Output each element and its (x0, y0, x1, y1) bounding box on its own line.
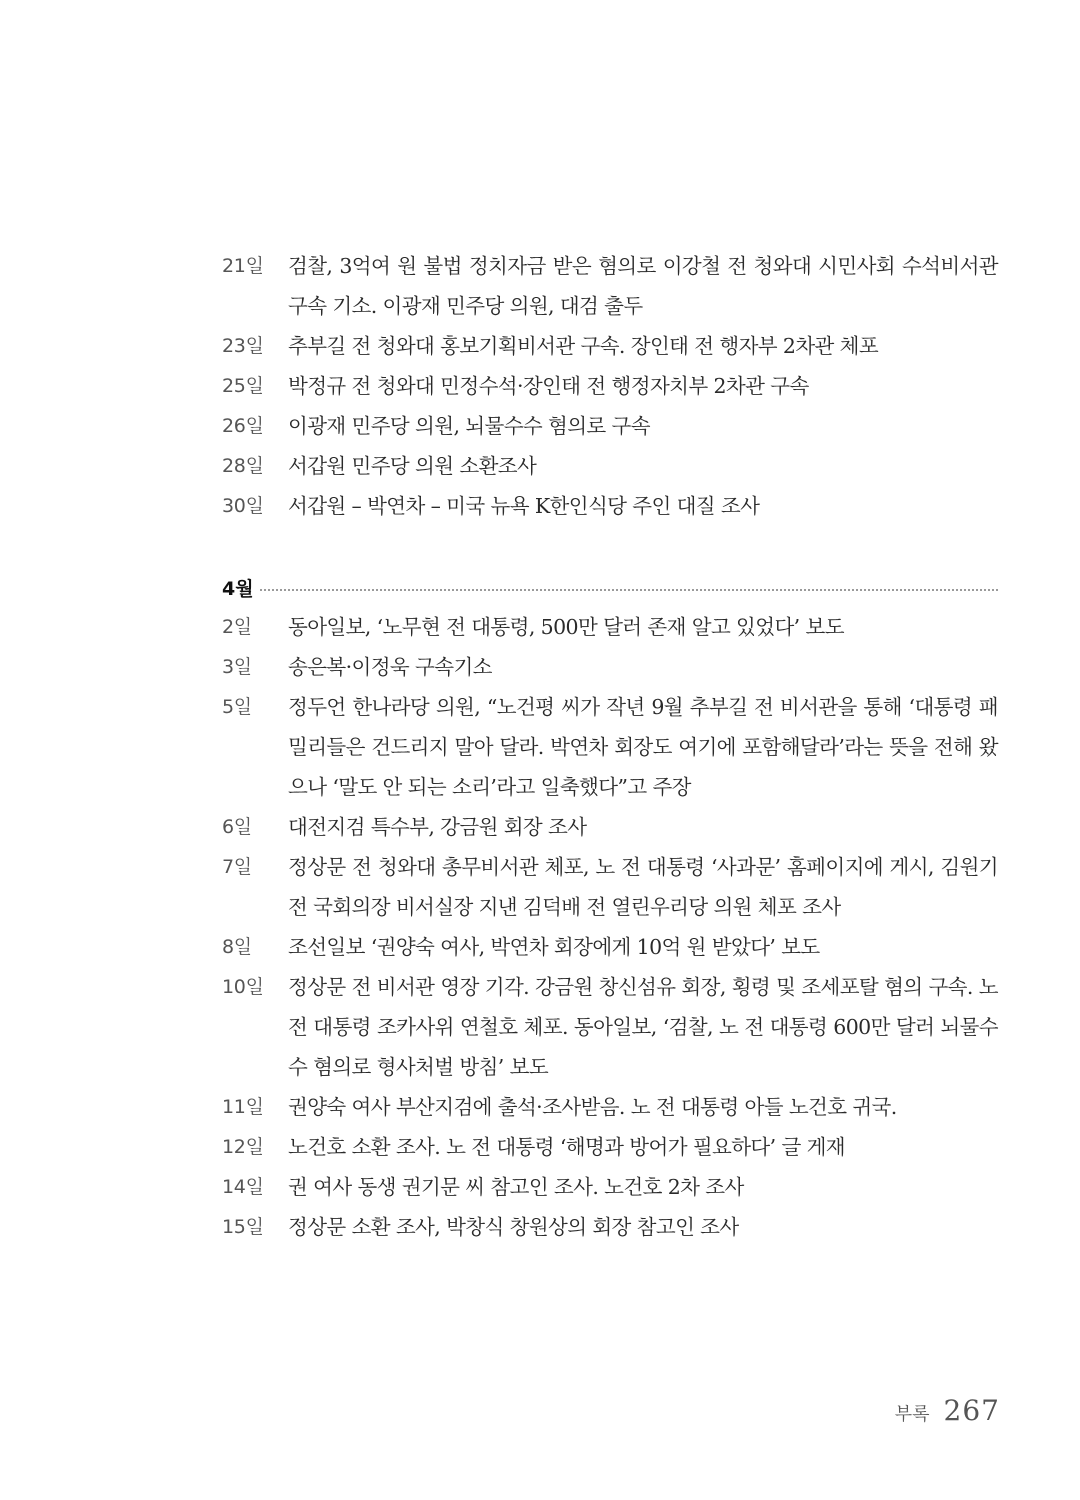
list-item (222, 366, 998, 406)
entry-text: 노건호 소환 조사. 노 전 대통령 ‘해명과 방어가 필요하다’ 글 게재 (288, 1135, 845, 1159)
list-item (222, 927, 998, 967)
dotted-leader (260, 589, 998, 591)
list-item (222, 406, 998, 446)
entry-text: 정두언 한나라당 의원, “노건평 씨가 작년 9월 추부길 전 비서관을 통해 ‘대통령 패밀리들은 건드리지 말아 달라. 박연차 회장도 여기에 포함해달라’라는 뜻을 전해 왔으나 ‘말도 안 되는 소리’라고 일축했다”고 주장 (288, 695, 998, 799)
entry-day: 5일 (222, 696, 252, 718)
entry-day: 2일 (222, 616, 252, 638)
entry-text: 추부길 전 청와대 홍보기획비서관 구속. 장인태 전 행자부 2차관 체포 (288, 334, 879, 358)
entry-day: 28일 (222, 455, 264, 477)
list-item (222, 246, 998, 326)
entry-day: 26일 (222, 415, 264, 437)
entry-text: 정상문 전 청와대 총무비서관 체포, 노 전 대통령 ‘사과문’ 홈페이지에 게시, 김원기 전 국회의장 비서실장 지낸 김덕배 전 열린우리당 의원 체포 조사 (288, 855, 998, 919)
entry-day: 30일 (222, 495, 264, 517)
list-item (222, 1087, 998, 1127)
entry-text: 서갑원 – 박연차 – 미국 뉴욕 K한인식당 주인 대질 조사 (288, 494, 760, 518)
entry-day: 11일 (222, 1096, 264, 1118)
list-item (222, 486, 998, 526)
entry-text: 서갑원 민주당 의원 소환조사 (288, 454, 537, 478)
list-item (222, 687, 998, 807)
list-item (222, 647, 998, 687)
entry-text: 동아일보, ‘노무현 전 대통령, 500만 달러 존재 알고 있었다’ 보도 (288, 615, 844, 639)
entry-text: 권양숙 여사 부산지검에 출석·조사받음. 노 전 대통령 아들 노건호 귀국. (288, 1095, 897, 1119)
entry-day: 21일 (222, 255, 264, 277)
list-item (222, 326, 998, 366)
entry-day: 23일 (222, 335, 264, 357)
entry-day: 8일 (222, 936, 252, 958)
entry-text: 대전지검 특수부, 강금원 회장 조사 (288, 815, 587, 839)
entry-day: 25일 (222, 375, 264, 397)
page-footer (895, 1394, 1000, 1427)
entry-text: 정상문 소환 조사, 박창식 창원상의 회장 참고인 조사 (288, 1215, 739, 1239)
list-item (222, 1207, 998, 1247)
timeline (222, 246, 998, 1247)
list-item (222, 446, 998, 486)
section-label: 부록 (894, 1404, 930, 1425)
entry-day: 6일 (222, 816, 252, 838)
list-item (222, 607, 998, 647)
list-item (222, 967, 998, 1087)
entry-text: 조선일보 ‘권양숙 여사, 박연차 회장에게 10억 원 받았다’ 보도 (288, 935, 820, 959)
entry-text: 권 여사 동생 권기문 씨 참고인 조사. 노건호 2차 조사 (288, 1175, 744, 1199)
entry-day: 3일 (222, 656, 252, 678)
list-item (222, 807, 998, 847)
entry-text: 이광재 민주당 의원, 뇌물수수 혐의로 구속 (288, 414, 650, 438)
entry-day: 12일 (222, 1136, 264, 1158)
list-item (222, 1127, 998, 1167)
list-item (222, 847, 998, 927)
entry-text: 검찰, 3억여 원 불법 정치자금 받은 혐의로 이강철 전 청와대 시민사회 수석비서관 구속 기소. 이광재 민주당 의원, 대검 출두 (288, 254, 998, 318)
entry-text: 정상문 전 비서관 영장 기각. 강금원 창신섬유 회장, 횡령 및 조세포탈 혐의 구속. 노 전 대통령 조카사위 연철호 체포. 동아일보, ‘검찰, 노 전 대통령 600만 달러 뇌물수수 혐의로 형사처벌 방침’ 보도 (288, 975, 998, 1079)
entry-day: 14일 (222, 1176, 264, 1198)
list-item (222, 1167, 998, 1207)
entry-text: 박정규 전 청와대 민정수석·장인태 전 행정자치부 2차관 구속 (288, 374, 809, 398)
entry-day: 10일 (222, 976, 264, 998)
month-label: 4월 (222, 577, 254, 600)
entry-day: 7일 (222, 856, 252, 878)
entry-day: 15일 (222, 1216, 264, 1238)
month-heading (222, 567, 998, 607)
page-number: 267 (943, 1394, 1000, 1427)
entry-text: 송은복·이정욱 구속기소 (288, 655, 492, 679)
